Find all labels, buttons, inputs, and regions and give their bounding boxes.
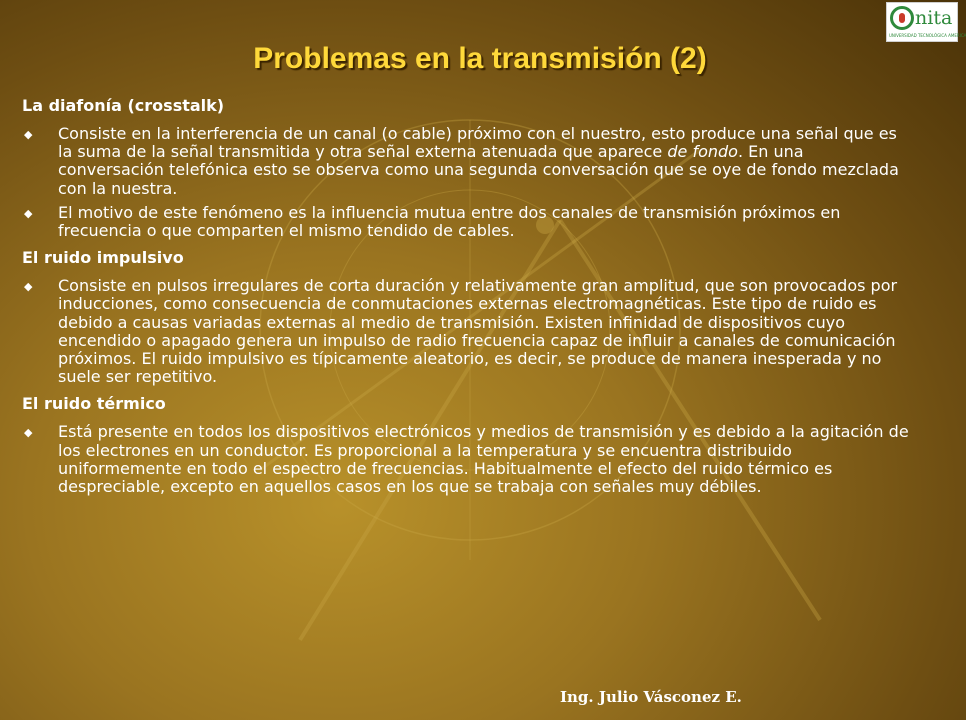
bullet-impulsive-noise — [22, 277, 912, 386]
bullet-crosstalk-cause — [22, 204, 912, 240]
logo-mark-icon — [890, 6, 914, 30]
diamond-bullet-icon: ◆ — [24, 128, 33, 141]
bullet-emphasis: de fondo — [667, 142, 738, 162]
bullet-text: Está presente en todos los dispositivos electrónicos y medios de transmisión y es debido a la agitación de los electrones en un conductor. Es proporcional a la temperatura y se encuentra distribuido uniformemente en todo el espectro de frecuencias. Habitualmente el efecto del ruido térmico es despreciable, excepto en aquellos casos en los que se trabaja con señales muy débiles. — [58, 422, 909, 497]
university-logo — [886, 2, 966, 42]
bullet-text: El motivo de este fenómeno es la influencia mutua entre dos canales de transmisión próximos en frecuencia o que comparten el mismo tendido de cables. — [58, 202, 841, 241]
diamond-bullet-icon: ◆ — [24, 426, 33, 440]
section-heading-crosstalk: La diafonía (crosstalk) — [22, 96, 225, 115]
diamond-bullet-icon: ◆ — [24, 206, 33, 220]
logo-subtitle: UNIVERSIDAD TECNOLÓGICA AMERICA — [889, 33, 966, 38]
bullet-thermal-noise — [22, 423, 912, 496]
slide-title: Problemas en la transmisión (2) — [253, 42, 707, 75]
slide-content — [22, 96, 912, 502]
section-heading-impulsive-noise: El ruido impulsivo — [22, 248, 184, 268]
author-footer: Ing. Julio Vásconez E. — [560, 688, 742, 706]
bullet-text: Consiste en pulsos irregulares de corta duración y relativamente gran amplitud, que son provocados por inducciones, como consecuencia de conmutaciones externas electromagnéticas. Este tipo de ruido es debido a causas variadas externas al medio de transmisión. Existen infinidad de dispositivos cuyo encendido o apagado genera un impulso de radio frecuencia capaz de influir a canales de comunicación próximos. El ruido impulsivo es típicamente aleatorio, es decir, se produce de manera inesperada y no suele ser repetitivo. — [58, 276, 898, 387]
bullet-text: . En una conversación telefónica esto se observa como una segunda conversación que se oye de fondo mezclada con la nuestra. — [58, 142, 899, 198]
section-heading-thermal-noise: El ruido térmico — [22, 394, 166, 414]
bullet-text: Consiste en la interferencia de un canal (o cable) próximo con el nuestro, esto produce una señal que es la suma de la señal transmitida y otra señal externa atenuada que aparece — [58, 124, 897, 162]
logo-text: nita — [915, 7, 953, 29]
bullet-crosstalk-definition — [22, 125, 912, 198]
diamond-bullet-icon: ◆ — [24, 280, 33, 294]
